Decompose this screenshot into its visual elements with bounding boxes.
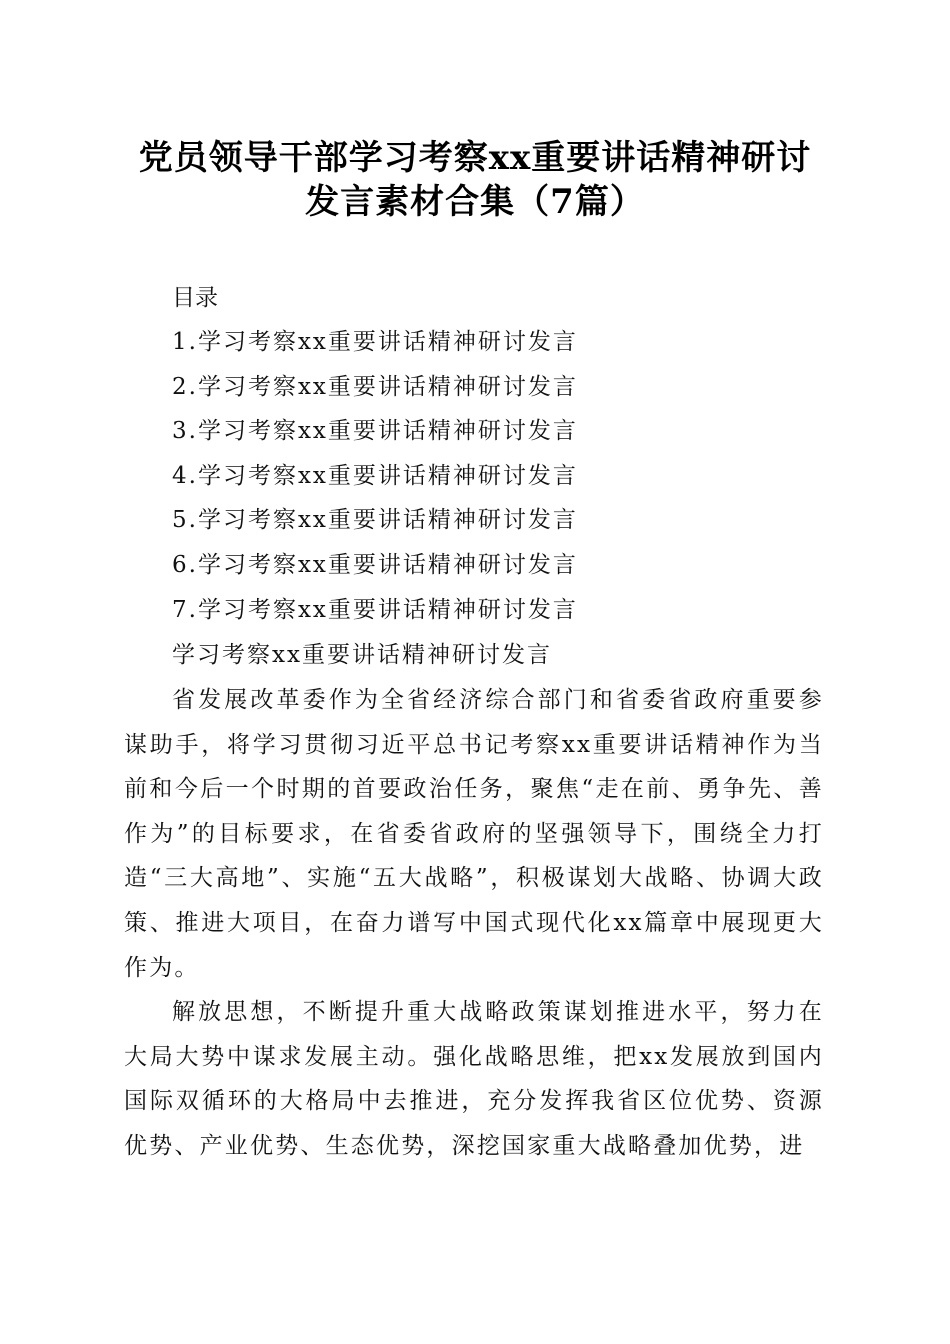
body-paragraph-1: 省发展改革委作为全省经济综合部门和省委省政府重要参谋助手，将学习贯彻习近平总书记考察xx重要讲话精神作为当前和今后一个时期的首要政治任务，聚焦“走在前、勇争先、善作为”的目标要求，在省委省政府的坚强领导下，围绕全力打造“三大高地”、实施“五大战略”，积极谋划大战略、协调大政策、推进大项目，在奋力谱写中国式现代化xx篇章中展现更大作为。 [124,687,824,981]
document-title-line-1: 党员领导干部学习考察xx重要讲话精神研讨 [138,138,812,178]
toc-item-7[interactable]: 7.学习考察xx重要讲话精神研讨发言 [172,596,578,623]
document-title-line-2: 发言素材合集（7篇） [305,182,645,222]
toc-item-1[interactable]: 1.学习考察xx重要讲话精神研讨发言 [172,329,578,355]
toc-heading: 目录 [172,285,218,311]
section-heading: 学习考察xx重要讲话精神研讨发言 [172,642,552,668]
toc-item-4[interactable]: 4.学习考察xx重要讲话精神研讨发言 [172,462,578,489]
toc-item-5[interactable]: 5.学习考察xx重要讲话精神研讨发言 [172,507,578,534]
toc-item-6[interactable]: 6.学习考察xx重要讲话精神研讨发言 [172,551,578,578]
toc-item-2[interactable]: 2.学习考察xx重要讲话精神研讨发言 [172,373,578,400]
toc-list [172,327,578,639]
toc-item-3[interactable]: 3.学习考察xx重要讲话精神研讨发言 [172,418,578,445]
body-paragraph-2: 解放思想，不断提升重大战略政策谋划推进水平，努力在大局大势中谋求发展主动。强化战略思维，把xx发展放到国内国际双循环的大格局中去推进，充分发挥我省区位优势、资源优势、产业优势、生态优势，深挖国家重大战略叠加优势，进 [124,999,824,1159]
